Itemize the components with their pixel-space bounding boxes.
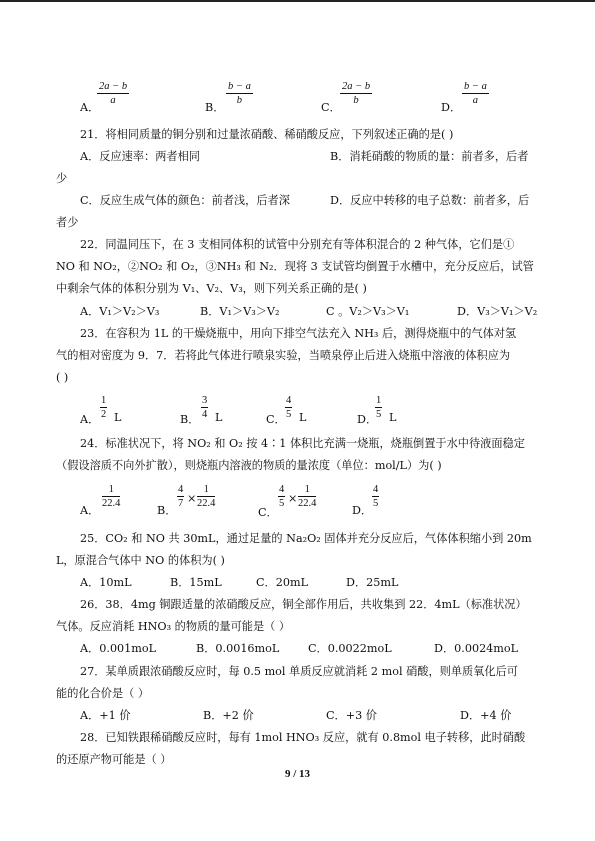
- q23-option-a-label: A．: [80, 413, 100, 426]
- q22-stem-line1: 22．同温同压下，在 3 支相同体积的试管中分别充有等体积混合的 2 种气体，它们是①: [80, 238, 515, 251]
- q25-option-c: C．20mL: [256, 576, 309, 589]
- q23-option-a-fraction: 1 2: [101, 395, 107, 420]
- q25-stem-line1: 25．CO₂ 和 NO 共 30mL，通过足量的 Na₂O₂ 固体并充分反应后，气体体积缩小到 20m: [80, 532, 532, 545]
- page-number: 9 / 13: [284, 768, 311, 780]
- q20-option-c-label: C．: [321, 101, 341, 114]
- q24-option-b-times: ×: [187, 492, 197, 505]
- q20-option-c-fraction: $\frac{2a - b}{b}$: [342, 81, 371, 106]
- q22-stem-line2: NO 和 NO₂，②NO₂ 和 O₂，③NH₃ 和 N₂．现将 3 支试管均倒置于水槽中，充分反应后，试管: [56, 260, 534, 273]
- q24-option-a-label: A．: [80, 504, 100, 517]
- q20-option-b-fraction: $\frac{b - a}{b}$: [228, 81, 251, 106]
- q27-stem-line2: 能的化合价是（ ）: [56, 687, 150, 700]
- q25-option-a: A．10mL: [80, 576, 132, 589]
- q23-option-d-label: D．: [357, 413, 378, 426]
- q21-option-a: A．反应速率：两者相同: [80, 150, 200, 163]
- q26-option-a: A．0.001moL: [80, 642, 157, 655]
- q24-option-b-fraction-2: 1 22.4: [197, 484, 216, 509]
- q25-option-d: D．25mL: [346, 576, 399, 589]
- q27-option-d: D．+4 价: [460, 709, 512, 722]
- q24-stem-line1: 24．标准状况下，将 NO₂ 和 O₂ 按 4∶1 体积比充满一烧瓶，烧瓶倒置于水中待液面稳定: [80, 437, 525, 450]
- q23-option-b-fraction: 3 4: [202, 395, 208, 420]
- q20-option-a-label: A．: [80, 101, 100, 114]
- q26-option-c: C．0.0022moL: [308, 642, 392, 655]
- q26-stem-line1: 26．38．4mg 铜跟适量的浓硝酸反应，铜全部作用后，共收集到 22．4mL（标准状况）: [80, 598, 527, 611]
- q22-option-a: A．V₁＞V₂＞V₃: [80, 305, 160, 318]
- q26-option-b: B．0.0016moL: [196, 642, 280, 655]
- q24-option-b-label: B．: [157, 504, 177, 517]
- q21-stem: 21．将相同质量的铜分别和过量浓硝酸、稀硝酸反应，下列叙述正确的是( ): [80, 128, 454, 141]
- q24-option-c-fraction-1: 4 5: [279, 484, 285, 509]
- q20-option-b-label: B．: [205, 101, 225, 114]
- q22-option-c: C 。V₂＞V₃＞V₁: [326, 305, 410, 318]
- q27-option-b: B．+2 价: [203, 709, 254, 722]
- q20-option-d-label: D．: [441, 101, 462, 114]
- q23-option-b-unit: L: [215, 411, 223, 424]
- q20-option-a-fraction: $\frac{2a - b}{a}$: [99, 81, 128, 106]
- q21-option-b-continued: 少: [56, 172, 68, 185]
- q21-option-d: D．反应中转移的电子总数：前者多，后: [330, 194, 530, 207]
- q24-option-a-fraction: 1 22.4: [102, 484, 121, 509]
- q21-option-d-continued: 者少: [56, 216, 79, 229]
- q27-option-c: C．+3 价: [326, 709, 377, 722]
- q23-option-c-unit: L: [299, 411, 307, 424]
- q24-option-c-fraction-2: 1 22.4: [298, 484, 317, 509]
- q24-option-c-label: C．: [258, 506, 278, 519]
- q27-stem-line1: 27．某单质跟浓硝酸反应时，每 0.5 mol 单质反应就消耗 2 mol 硝酸，则单质氧化后可: [80, 665, 518, 678]
- q20-option-d-fraction: $\frac{b - a}{a}$: [464, 81, 487, 106]
- q22-stem-line3: 中剩余气体的体积分别为 V₁、V₂、V₃，则下列关系正确的是( ): [56, 282, 367, 295]
- q27-option-a: A．+1 价: [80, 709, 131, 722]
- q26-stem-line2: 气体。反应消耗 HNO₃ 的物质的量可能是（ ）: [56, 620, 291, 633]
- q24-option-c-times: ×: [288, 492, 298, 505]
- q24-option-d-label: D．: [352, 504, 373, 517]
- q23-stem-line3: ( ): [56, 371, 69, 384]
- q23-option-c-fraction: 4 5: [286, 395, 292, 420]
- q23-option-b-label: B．: [180, 413, 200, 426]
- q26-option-d: D．0.0024moL: [434, 642, 519, 655]
- q25-stem-line2: L，原混合气体中 NO 的体积为( ): [56, 554, 225, 567]
- q23-option-a-unit: L: [114, 411, 122, 424]
- top-rule: [0, 0, 595, 2]
- q28-stem-line1: 28．已知铁跟稀硝酸反应时，每有 1mol HNO₃ 反应，就有 0.8mol 电子转移，此时硝酸: [80, 731, 526, 744]
- q28-stem-line2: 的还原产物可能是（ ）: [56, 753, 172, 766]
- q24-option-b-fraction-1: 4 7: [178, 484, 184, 509]
- q22-option-d: D．V₃＞V₁＞V₂: [457, 305, 538, 318]
- q21-option-c: C．反应生成气体的颜色：前者浅，后者深: [80, 194, 290, 207]
- q24-stem-line2: （假设溶质不向外扩散），则烧瓶内溶液的物质的量浓度（单位：mol/L）为( ): [56, 459, 442, 472]
- q21-option-b: B．消耗硝酸的物质的量：前者多，后者: [330, 150, 529, 163]
- q23-option-d-unit: L: [389, 411, 397, 424]
- q22-option-b: B．V₁＞V₃＞V₂: [200, 305, 280, 318]
- q23-stem-line2: 气的相对密度为 9．7．若将此气体进行喷泉实验，当喷泉停止后进入烧瓶中溶液的体积应为: [56, 349, 511, 362]
- q23-stem-line1: 23．在容积为 1L 的干燥烧瓶中，用向下排空气法充入 NH₃ 后，测得烧瓶中的气体对氢: [80, 327, 517, 340]
- q24-option-d-fraction: 4 5: [373, 484, 379, 509]
- q25-option-b: B．15mL: [170, 576, 222, 589]
- q23-option-c-label: C．: [266, 413, 286, 426]
- q23-option-d-fraction: 1 5: [376, 395, 382, 420]
